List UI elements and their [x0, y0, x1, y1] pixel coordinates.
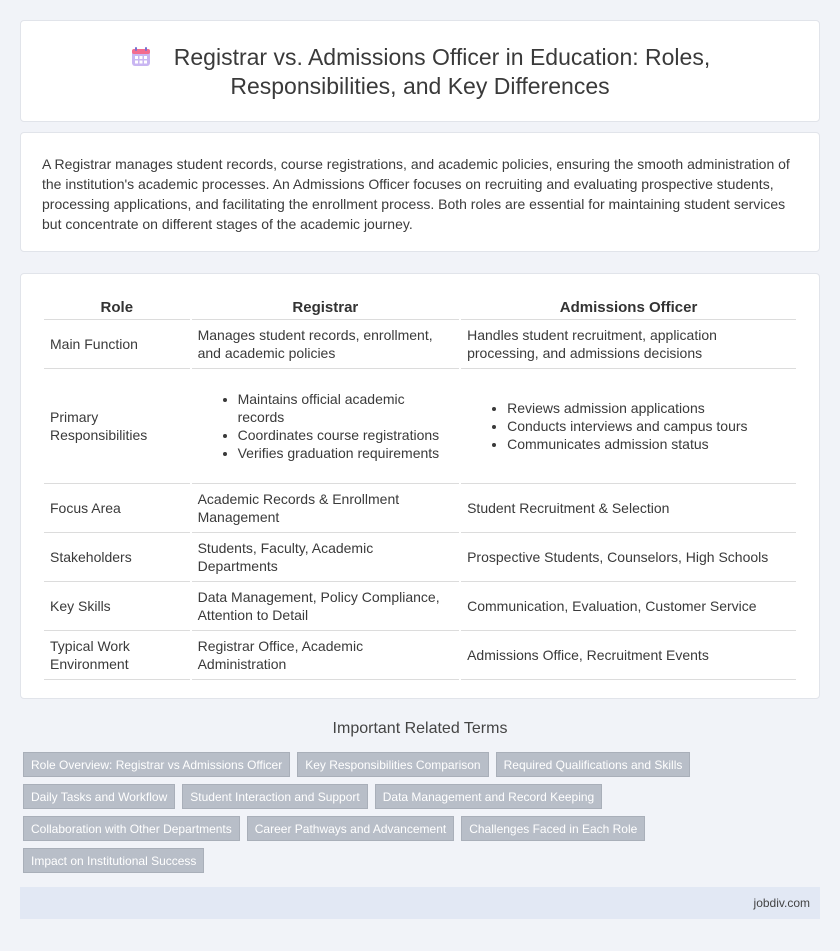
list-item: • Reviews admission applications	[507, 399, 790, 417]
list-item: • Conducts interviews and campus tours	[507, 417, 790, 435]
related-term-tag[interactable]: Data Management and Record Keeping	[375, 784, 602, 809]
page-title-wrap	[21, 43, 819, 101]
row-label: Stakeholders	[44, 533, 190, 582]
row-label: Focus Area	[44, 484, 190, 533]
table-row	[44, 369, 796, 484]
admissions-cell: Student Recruitment & Selection	[461, 484, 796, 533]
table-row	[44, 320, 796, 369]
table-header-row	[44, 294, 796, 320]
intro-card	[20, 132, 820, 252]
registrar-cell	[192, 369, 460, 484]
related-term-tag[interactable]: Role Overview: Registrar vs Admissions Officer	[23, 752, 290, 777]
registrar-cell: Academic Records & Enrollment Management	[192, 484, 460, 533]
row-label: Primary Responsibilities	[44, 369, 190, 484]
header-registrar: Registrar	[192, 294, 460, 320]
footer-site-link[interactable]: jobdiv.com	[753, 896, 810, 910]
calendar-icon	[130, 46, 152, 68]
row-label: Typical Work Environment	[44, 631, 190, 680]
admissions-cell: Prospective Students, Counselors, High Schools	[461, 533, 796, 582]
related-term-tag[interactable]: Required Qualifications and Skills	[496, 752, 691, 777]
header-role: Role	[44, 294, 190, 320]
registrar-responsibilities-list	[198, 390, 454, 462]
table-row	[44, 533, 796, 582]
related-term-tag[interactable]: Career Pathways and Advancement	[247, 816, 454, 841]
admissions-cell: Admissions Office, Recruitment Events	[461, 631, 796, 680]
related-term-tag[interactable]: Collaboration with Other Departments	[23, 816, 240, 841]
row-label: Key Skills	[44, 582, 190, 631]
admissions-cell	[461, 369, 796, 484]
table-row	[44, 484, 796, 533]
registrar-cell: Students, Faculty, Academic Departments	[192, 533, 460, 582]
admissions-cell: Communication, Evaluation, Customer Service	[461, 582, 796, 631]
list-item: • Coordinates course registrations	[238, 426, 454, 444]
header-admissions: Admissions Officer	[461, 294, 796, 320]
list-item: • Maintains official academic records	[238, 390, 454, 426]
header-card	[20, 20, 820, 122]
registrar-cell: Registrar Office, Academic Administration	[192, 631, 460, 680]
intro-text: A Registrar manages student records, course registrations, and academic policies, ensuring the smooth administration of the institution's academic processes. An Admissions Officer focuses on recruiting and evaluating prospective students, processing applications, and facilitating the enrollment process. Both roles are essential for maintaining student services but concentrate on different stages of the academic journey.	[42, 156, 790, 232]
comparison-table	[42, 294, 798, 680]
related-term-tag[interactable]: Impact on Institutional Success	[23, 848, 204, 873]
admissions-responsibilities-list	[467, 399, 790, 453]
table-row	[44, 582, 796, 631]
list-item: • Verifies graduation requirements	[238, 444, 454, 462]
related-terms-tags	[23, 752, 723, 880]
registrar-cell: Manages student records, enrollment, and academic policies	[192, 320, 460, 369]
related-term-tag[interactable]: Student Interaction and Support	[182, 784, 367, 809]
registrar-cell: Data Management, Policy Compliance, Attention to Detail	[192, 582, 460, 631]
comparison-table-card	[20, 273, 820, 699]
row-label: Main Function	[44, 320, 190, 369]
related-terms-title: Important Related Terms	[332, 720, 508, 737]
related-term-tag[interactable]: Key Responsibilities Comparison	[297, 752, 488, 777]
related-term-tag[interactable]: Daily Tasks and Workflow	[23, 784, 175, 809]
page-title: Registrar vs. Admissions Officer in Education: Roles, Responsibilities, and Key Differences	[173, 44, 711, 99]
list-item: • Communicates admission status	[507, 435, 790, 453]
related-term-tag[interactable]: Challenges Faced in Each Role	[461, 816, 645, 841]
footer	[20, 887, 820, 919]
admissions-cell: Handles student recruitment, application processing, and admissions decisions	[461, 320, 796, 369]
table-row	[44, 631, 796, 680]
